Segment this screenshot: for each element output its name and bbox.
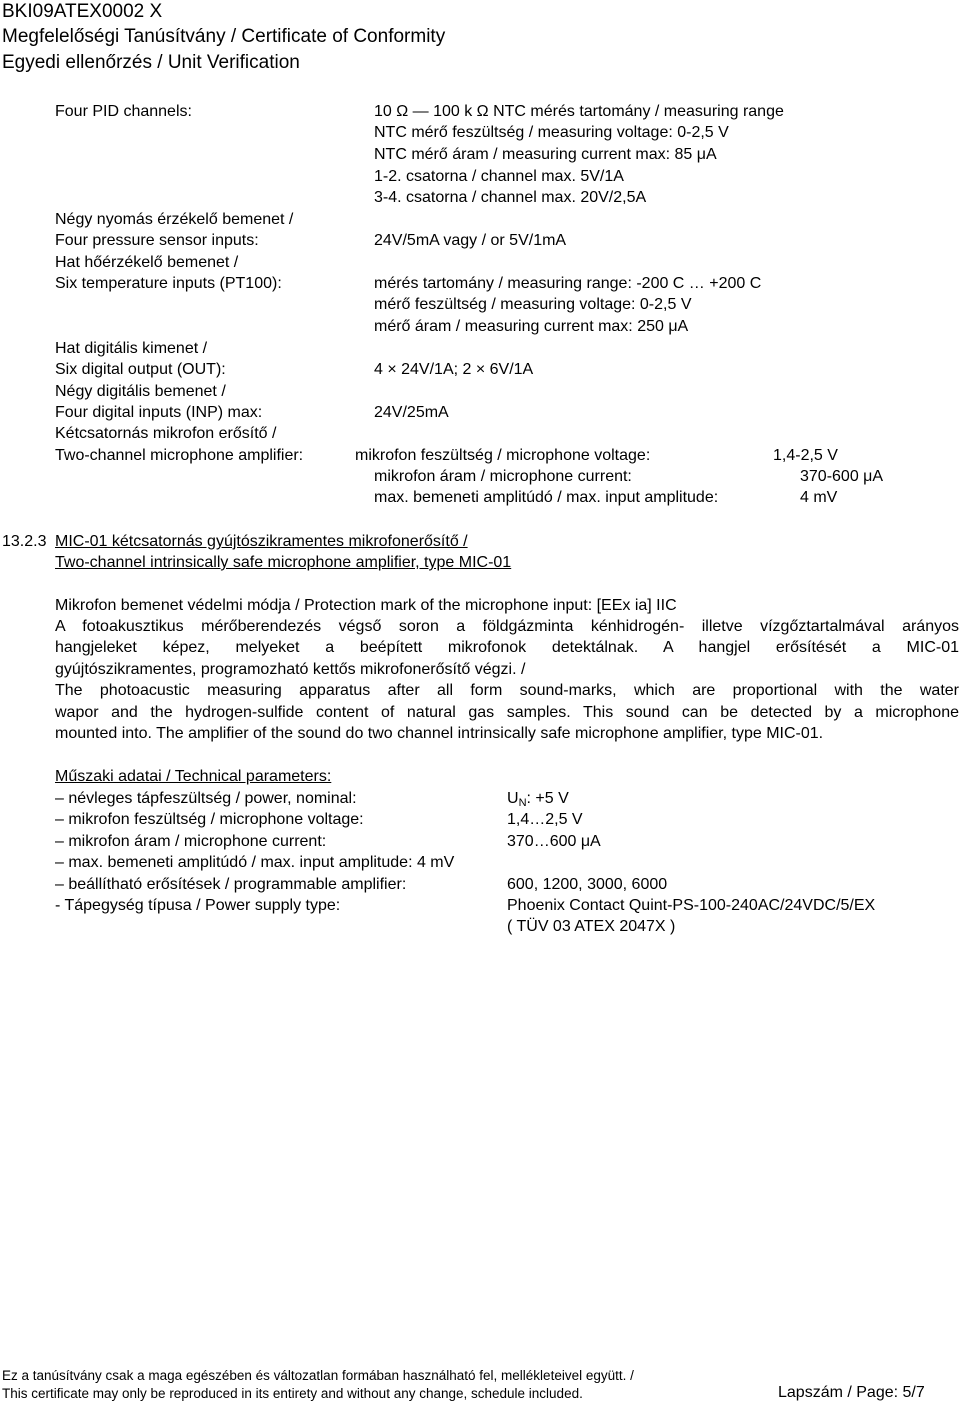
footer-note-hu: Ez a tanúsítvány csak a maga egészében és változatlan formában használható fel, mellékleteivel együtt. / bbox=[2, 1368, 634, 1383]
din-value: 24V/25mA bbox=[374, 404, 449, 421]
page-number: Lapszám / Page: 5/7 bbox=[778, 1384, 925, 1401]
pressure-value: 24V/5mA vagy / or 5V/1mA bbox=[374, 232, 567, 249]
protection-mark: Mikrofon bemenet védelmi módja / Protection mark of the microphone input: [EEx ia] IIC bbox=[55, 597, 677, 614]
mic-row-label: mikrofon feszültség / microphone voltage: bbox=[355, 447, 651, 464]
mic-label-en: Two-channel microphone amplifier: bbox=[55, 447, 304, 464]
tech-row-value: 600, 1200, 3000, 6000 bbox=[507, 876, 668, 893]
temp-line: mérő feszültség / measuring voltage: 0-2,5 V bbox=[374, 296, 692, 313]
pid-line: 10 Ω — 100 k Ω NTC mérés tartomány / measuring range bbox=[374, 103, 784, 120]
din-label-hu: Négy digitális bemenet / bbox=[55, 383, 226, 400]
tech-row-label: - Tápegység típusa / Power supply type: bbox=[55, 897, 341, 914]
mic-row-value: 4 mV bbox=[800, 489, 838, 506]
section-number: 13.2.3 bbox=[2, 533, 47, 550]
temp-label-en: Six temperature inputs (PT100): bbox=[55, 275, 282, 292]
tech-row-label: – mikrofon áram / microphone current: bbox=[55, 833, 327, 850]
pressure-label-hu: Négy nyomás érzékelő bemenet / bbox=[55, 211, 294, 228]
dout-value: 4 × 24V/1A; 2 × 6V/1A bbox=[374, 361, 534, 378]
mic-row-value: 1,4-2,5 V bbox=[773, 447, 838, 464]
mic-row-label: max. bemeneti amplitúdó / max. input amplitude: bbox=[374, 489, 719, 506]
temp-line: mérés tartomány / measuring range: -200 C … +200 C bbox=[374, 275, 762, 292]
mic-label-hu: Kétcsatornás mikrofon erősítő / bbox=[55, 425, 277, 442]
dout-label-hu: Hat digitális kimenet / bbox=[55, 340, 208, 357]
mic-row-label: mikrofon áram / microphone current: bbox=[374, 468, 632, 485]
footer-note-en: This certificate may only be reproduced in its entirety and without any change, schedule included. bbox=[2, 1386, 583, 1401]
temp-label-hu: Hat hőérzékelő bemenet / bbox=[55, 254, 239, 271]
tech-row-label: – mikrofon feszültség / microphone voltage: bbox=[55, 811, 364, 828]
section-title-en: Two-channel intrinsically safe microphone amplifier, type MIC-01 bbox=[55, 554, 512, 571]
pressure-label-en: Four pressure sensor inputs: bbox=[55, 232, 259, 249]
pid-label: Four PID channels: bbox=[55, 103, 192, 120]
tech-row-label: – beállítható erősítések / programmable amplifier: bbox=[55, 876, 407, 893]
paragraph-line: wapor and the hydrogen-sulfide content of natural gas samples. This sound can be detected by a microphone bbox=[55, 704, 959, 721]
pid-line: 1-2. csatorna / channel max. 5V/1A bbox=[374, 168, 624, 185]
section-title-hu: MIC-01 kétcsatornás gyújtószikramentes mikrofonerősítő / bbox=[55, 533, 468, 550]
paragraph-line: The photoacustic measuring apparatus after all form sound-marks, which are proportional with the water bbox=[55, 682, 959, 699]
tech-row-label: – névleges tápfeszültség / power, nominal: bbox=[55, 790, 357, 807]
paragraph-line: hangjeleket képez, melyeket a beépített mikrofonok detektálnak. A hangjel erősítését a MIC-01 bbox=[55, 639, 959, 656]
paragraph-line: mounted into. The amplifier of the sound do two channel intrinsically safe microphone amplifier, type MIC-01. bbox=[55, 725, 824, 742]
paragraph-line: A fotoakusztikus mérőberendezés végső soron a földgázminta kénhidrogén- illetve vízgőztartalmával arányos bbox=[55, 618, 959, 635]
dout-label-en: Six digital output (OUT): bbox=[55, 361, 226, 378]
document-id: BKI09ATEX0002 X bbox=[2, 1, 163, 22]
document-subtitle: Egyedi ellenőrzés / Unit Verification bbox=[2, 52, 300, 73]
mic-row-value: 370-600 μA bbox=[800, 468, 884, 485]
tech-row-value: 370…600 μA bbox=[507, 833, 601, 850]
tech-extra-certificate: ( TÜV 03 ATEX 2047X ) bbox=[507, 918, 676, 935]
pid-line: NTC mérő feszültség / measuring voltage: 0-2,5 V bbox=[374, 124, 729, 141]
paragraph-line: gyújtószikramentes, programozható kettős mikrofonerősítő végzi. / bbox=[55, 661, 526, 678]
pid-line: NTC mérő áram / measuring current max: 85 μA bbox=[374, 146, 717, 163]
tech-row-label: – max. bemeneti amplitúdó / max. input amplitude: 4 mV bbox=[55, 854, 455, 871]
document-title: Megfelelőségi Tanúsítvány / Certificate of Conformity bbox=[2, 26, 446, 47]
temp-line: mérő áram / measuring current max: 250 μA bbox=[374, 318, 689, 335]
pid-line: 3-4. csatorna / channel max. 20V/2,5A bbox=[374, 189, 647, 206]
tech-row-value: 1,4…2,5 V bbox=[507, 811, 583, 828]
din-label-en: Four digital inputs (INP) max: bbox=[55, 404, 263, 421]
tech-row-value: $U_N$: +5 V bbox=[507, 790, 569, 809]
tech-heading: Műszaki adatai / Technical parameters: bbox=[55, 768, 332, 785]
tech-row-value: Phoenix Contact Quint-PS-100-240AC/24VDC/5/EX bbox=[507, 897, 876, 914]
